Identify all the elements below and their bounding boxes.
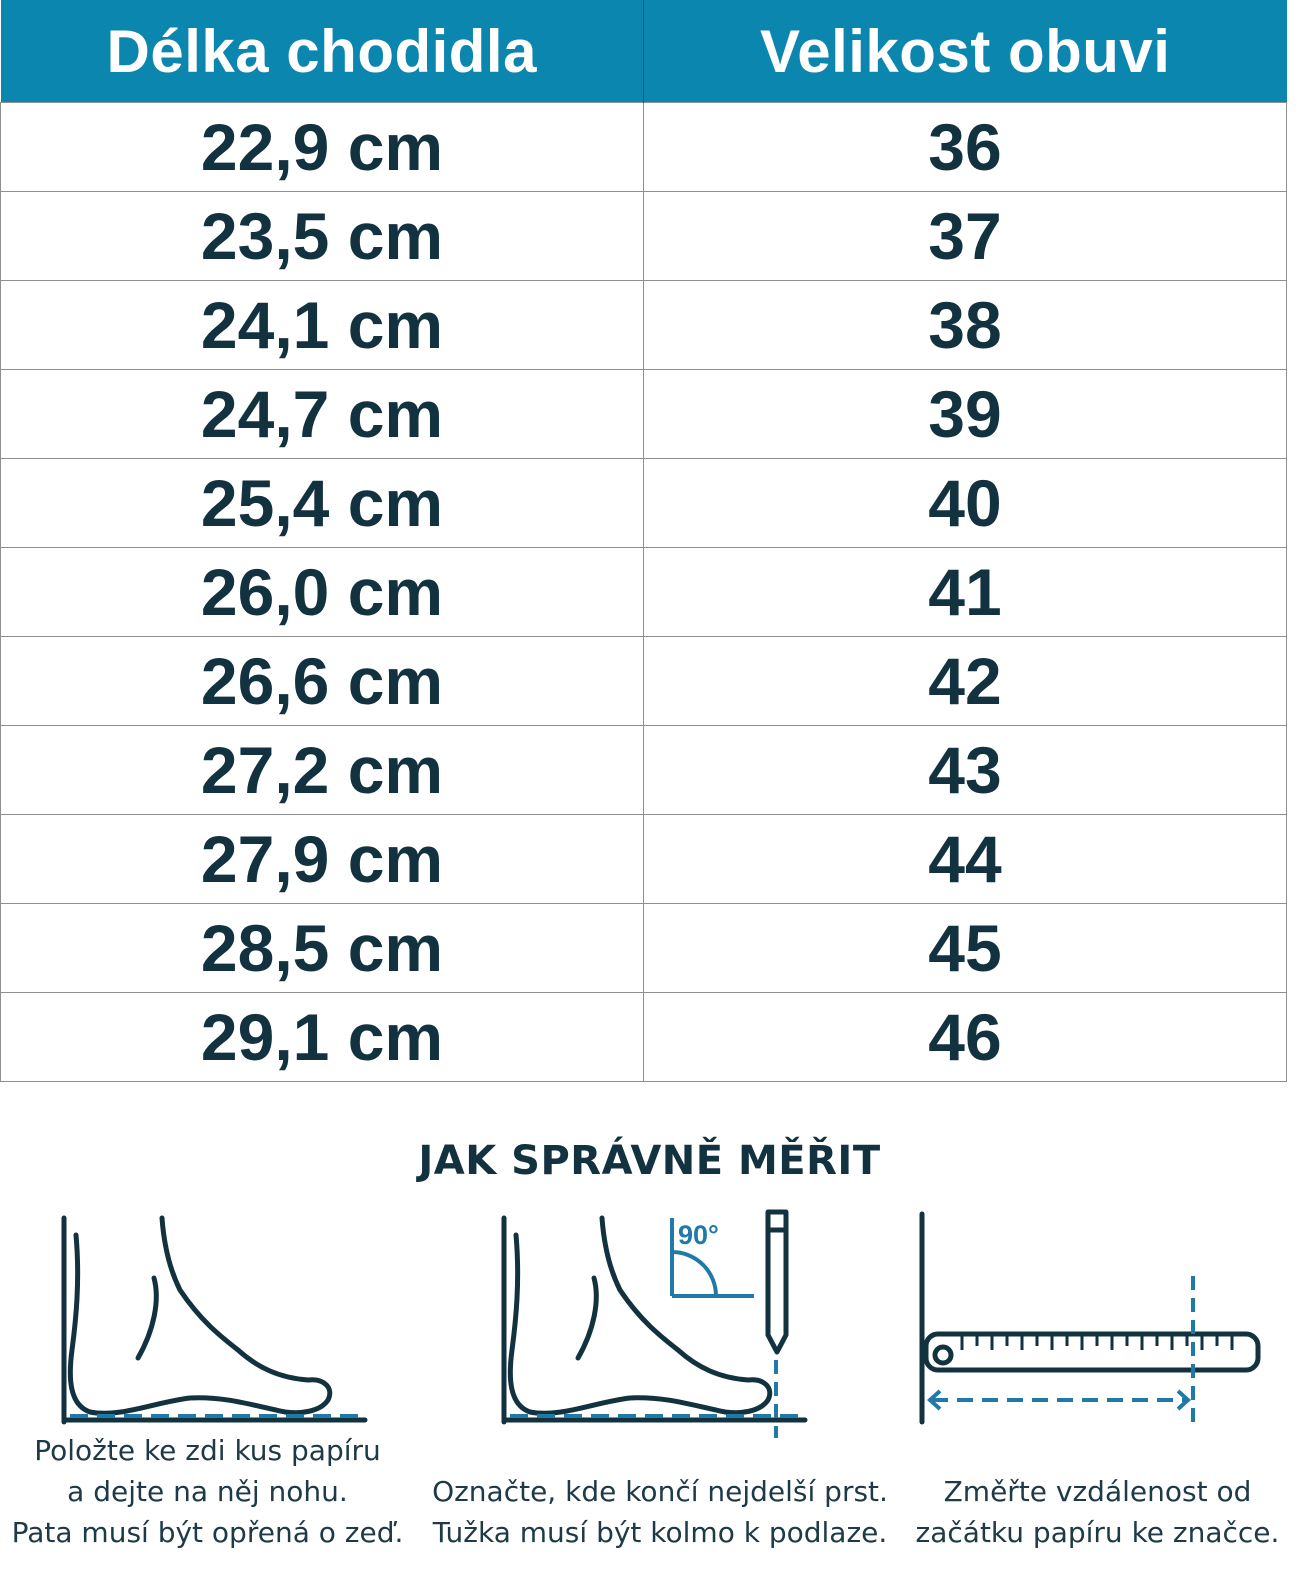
shoe-size-cell: 38 [644,281,1287,370]
table-header-row [1,0,1287,103]
table-row [1,993,1287,1082]
foot-length-cell: 29,1 cm [1,993,644,1082]
foot-length-cell: 24,1 cm [1,281,644,370]
caption-line: Položte ke zdi kus papíru [34,1434,381,1467]
table-row [1,815,1287,904]
caption-line: Pata musí být opřená o zeď. [11,1516,404,1549]
table-row [1,192,1287,281]
shoe-size-cell: 36 [644,103,1287,192]
how-to-measure-title: JAK SPRÁVNĚ MĚŘIT [418,1138,881,1184]
foot-length-cell: 27,2 cm [1,726,644,815]
table-row [1,637,1287,726]
foot-length-cell: 25,4 cm [1,459,644,548]
foot-length-cell: 28,5 cm [1,904,644,993]
caption-line: Změřte vzdálenost od [943,1475,1252,1508]
header-foot-length: Délka chodidla [1,0,644,103]
mark-toe-pencil-icon [480,1200,820,1440]
foot-length-cell: 22,9 cm [1,103,644,192]
shoe-size-cell: 43 [644,726,1287,815]
table-row [1,281,1287,370]
shoe-size-cell: 39 [644,370,1287,459]
ruler-measure-icon [900,1200,1270,1430]
table-row [1,459,1287,548]
header-shoe-size: Velikost obuvi [644,0,1287,103]
table-row [1,726,1287,815]
caption-line: Označte, kde končí nejdelší prst. [432,1475,888,1508]
shoe-size-cell: 41 [644,548,1287,637]
shoe-size-cell: 37 [644,192,1287,281]
foot-against-wall-icon [40,1200,380,1430]
foot-length-cell: 26,6 cm [1,637,644,726]
shoe-size-cell: 40 [644,459,1287,548]
table-row [1,548,1287,637]
step-1-caption [0,1430,415,1553]
shoe-size-cell: 44 [644,815,1287,904]
foot-length-cell: 26,0 cm [1,548,644,637]
foot-length-cell: 24,7 cm [1,370,644,459]
foot-length-cell: 27,9 cm [1,815,644,904]
step-2-caption [420,1471,900,1553]
shoe-size-cell: 42 [644,637,1287,726]
shoe-size-cell: 45 [644,904,1287,993]
angle-label: 90° [678,1220,719,1250]
caption-line: začátku papíru ke značce. [915,1516,1280,1549]
table-row [1,370,1287,459]
caption-line: Tužka musí být kolmo k podlaze. [432,1516,888,1549]
table-row [1,904,1287,993]
foot-length-cell: 23,5 cm [1,192,644,281]
shoe-size-cell: 46 [644,993,1287,1082]
step-3-caption [900,1471,1295,1553]
table-row [1,103,1287,192]
caption-line: a dejte na něj nohu. [67,1475,348,1508]
